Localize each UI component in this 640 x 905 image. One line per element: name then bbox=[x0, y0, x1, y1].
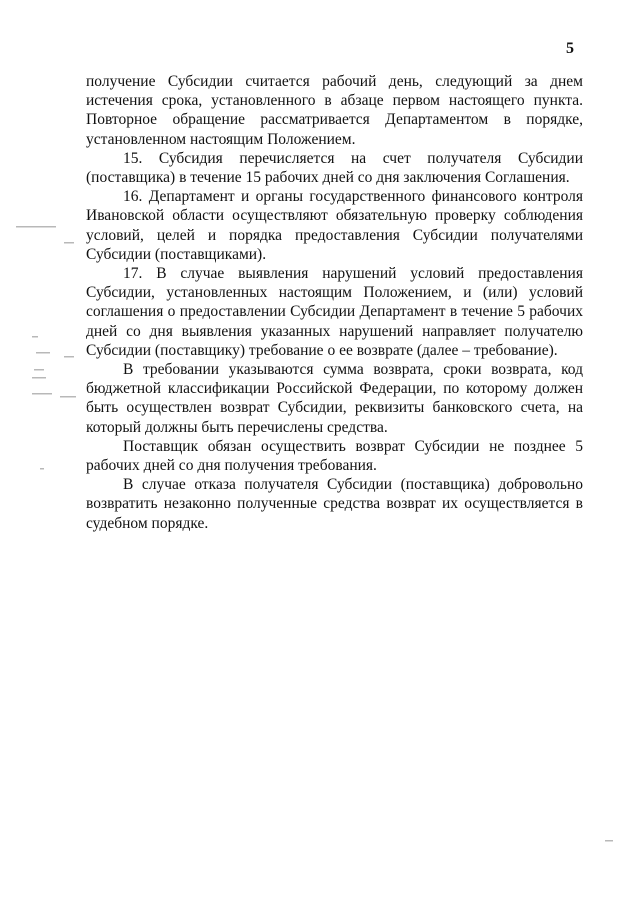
page-number: 5 bbox=[566, 40, 574, 57]
paragraph-16: 16. Департамент и органы государственного финансового контроля Ивановской области осуществляют обязательную проверку соблюдения условий, целей и порядка предоставления Субсидии получателями Субсидии (поставщиками). bbox=[86, 188, 583, 263]
paragraph-requirement-contents: В требовании указываются сумма возврата, сроки возврата, код бюджетной классификации Российской Федерации, по которому должен быть осуществлен возврат Субсидии, реквизиты банковского счета, на который должны быть перечислены средства. bbox=[86, 361, 583, 436]
paragraph-supplier-obligation: Поставщик обязан осуществить возврат Субсидии не позднее 5 рабочих дней со дня получения требования. bbox=[86, 437, 583, 475]
paragraph-refusal: В случае отказа получателя Субсидии (поставщика) добровольно возвратить незаконно полученные средства возврат их осуществляется в судебном порядке. bbox=[86, 476, 583, 532]
paragraph-15: 15. Субсидия перечисляется на счет получателя Субсидии (поставщика) в течение 15 рабочих дней со дня заключения Соглашения. bbox=[86, 149, 583, 187]
document-body bbox=[86, 72, 583, 533]
paragraph-continuation: получение Субсидии считается рабочий день, следующий за днем истечения срока, установленного в абзаце первом настоящего пункта. Повторное обращение рассматривается Департаментом в порядке, установленном настоящим Положением. bbox=[86, 73, 583, 148]
paragraph-17: 17. В случае выявления нарушений условий предоставления Субсидии, установленных настоящим Положением, и (или) условий соглашения о предоставлении Субсидии Департамент в течение 5 рабочих дней со дня выявления указанных нарушений направляет получателю Субсидии (поставщику) требование о ее возврате (далее – требование). bbox=[86, 265, 583, 359]
